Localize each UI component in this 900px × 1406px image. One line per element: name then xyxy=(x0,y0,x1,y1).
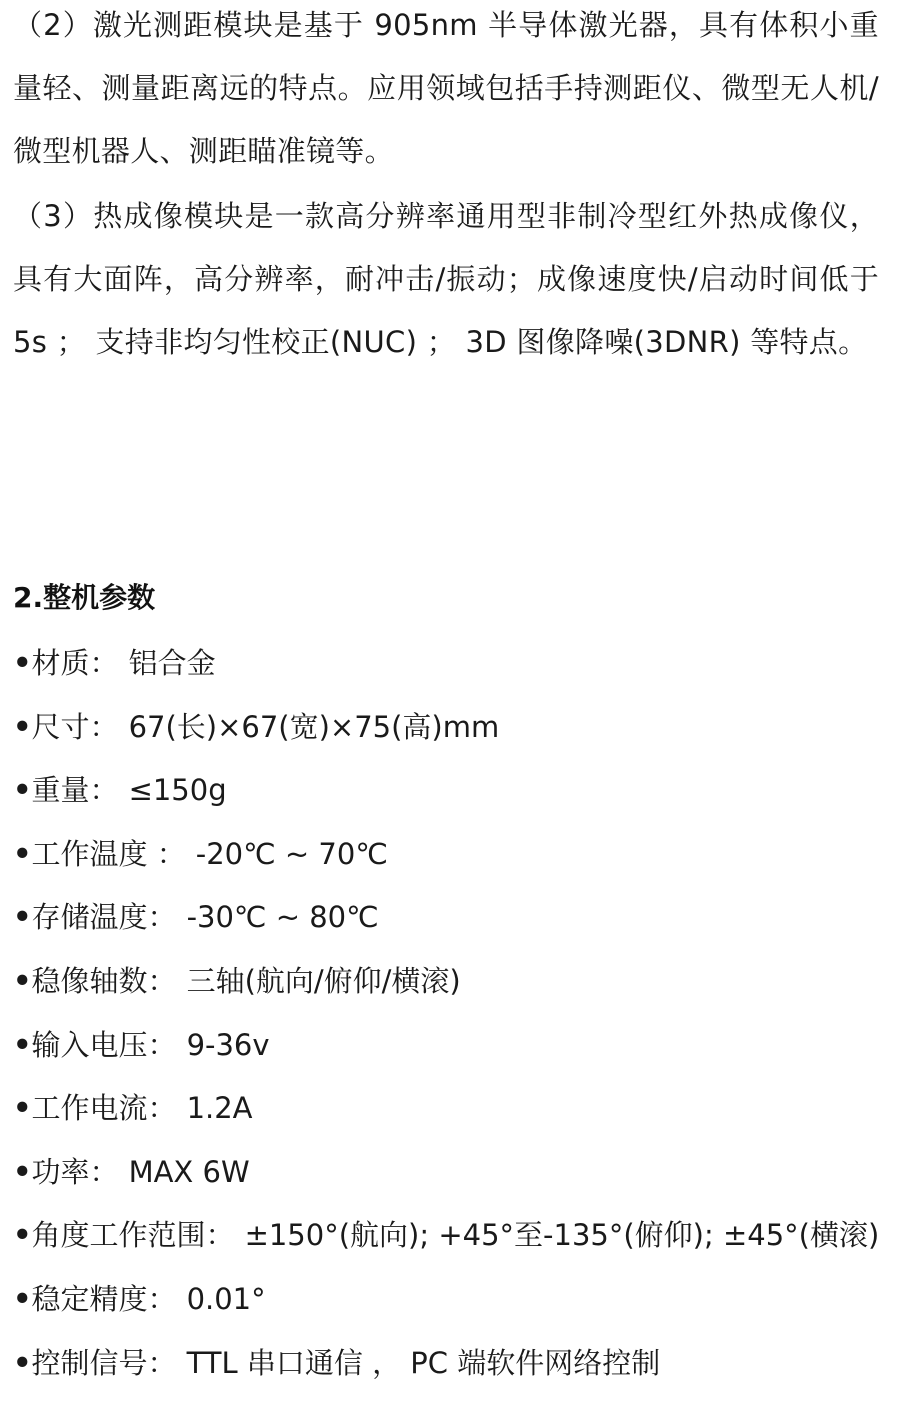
spec-label: 控制信号： xyxy=(31,1345,177,1380)
spec-value: 三轴(航向/俯仰/横滚) xyxy=(186,963,461,998)
spec-label: 工作电流： xyxy=(31,1091,177,1126)
spec-item-operating-current xyxy=(13,1088,879,1152)
laser-rangefinder-paragraph: （2）激光测距模块是基于 905nm 半导体激光器，具有体积小重量轻、测量距离远的特点。应用领域包括手持测距仪、微型无人机/微型机器人、测距瞄准镜等。 xyxy=(13,8,879,168)
spec-label: 工作温度 ： xyxy=(31,836,186,871)
spec-value: 铝合金 xyxy=(128,646,216,680)
spec-item-input-voltage xyxy=(13,1025,879,1089)
bullet-icon: • xyxy=(13,1345,32,1380)
bullet-icon: • xyxy=(13,836,32,871)
spec-label: 存储温度： xyxy=(31,900,177,935)
bullet-icon: • xyxy=(13,709,32,744)
spec-value: ≤150g xyxy=(128,773,227,808)
spec-label: 稳定精度： xyxy=(31,1281,177,1316)
bullet-icon: • xyxy=(13,900,32,935)
spec-item-control-signal xyxy=(13,1343,879,1406)
spec-label: 尺寸： xyxy=(31,709,119,744)
spec-value: 1.2A xyxy=(186,1091,253,1126)
bullet-icon: • xyxy=(13,1027,32,1062)
spec-item-material xyxy=(13,643,879,707)
spec-value: TTL 串口通信 ， PC 端软件网络控制 xyxy=(186,1345,661,1380)
bullet-icon: • xyxy=(13,773,32,808)
spec-label: 角度工作范围： xyxy=(31,1218,235,1253)
spec-value: 67(长)×67(宽)×75(高)mm xyxy=(128,709,500,744)
spec-item-angle-range xyxy=(13,1215,879,1279)
spec-value: ±150°(航向); +45°至-135°(俯仰); ±45°(横滚) xyxy=(244,1218,880,1253)
specs-section-title: 2.整机参数 xyxy=(13,581,156,614)
bullet-icon: • xyxy=(13,1218,32,1253)
spec-item-stabilization-accuracy xyxy=(13,1279,879,1343)
bullet-icon: • xyxy=(13,1154,32,1189)
spec-label: 输入电压： xyxy=(31,1027,177,1062)
spec-item-storage-temperature xyxy=(13,897,879,961)
spec-item-weight xyxy=(13,770,879,834)
spec-label: 功率： xyxy=(31,1154,119,1189)
spec-item-power xyxy=(13,1152,879,1216)
spec-value: -20℃ ~ 70℃ xyxy=(195,836,388,871)
spec-value: -30℃ ~ 80℃ xyxy=(186,900,379,935)
bullet-icon: • xyxy=(13,1091,32,1126)
thermal-imaging-paragraph: （3）热成像模块是一款高分辨率通用型非制冷型红外热成像仪，具有大面阵，高分辨率，耐冲击/振动；成像速度快/启动时间低于 5s ； 支持非均匀性校正(NUC) ； 3D 图像降噪(3DNR) 等特点。 xyxy=(13,199,879,359)
spec-item-operating-temperature xyxy=(13,834,879,898)
spec-value: 0.01° xyxy=(186,1281,266,1316)
spec-value: MAX 6W xyxy=(128,1154,250,1189)
bullet-icon: • xyxy=(13,646,32,680)
bullet-icon: • xyxy=(13,963,32,998)
spec-item-dimensions xyxy=(13,707,879,771)
spec-item-stabilization-axes xyxy=(13,961,879,1025)
spec-label: 稳像轴数： xyxy=(31,963,177,998)
spec-label: 重量： xyxy=(31,773,119,808)
bullet-icon: • xyxy=(13,1281,32,1316)
spec-list xyxy=(13,643,879,1406)
spec-value: 9-36v xyxy=(186,1027,270,1062)
spec-label: 材质： xyxy=(31,646,119,680)
